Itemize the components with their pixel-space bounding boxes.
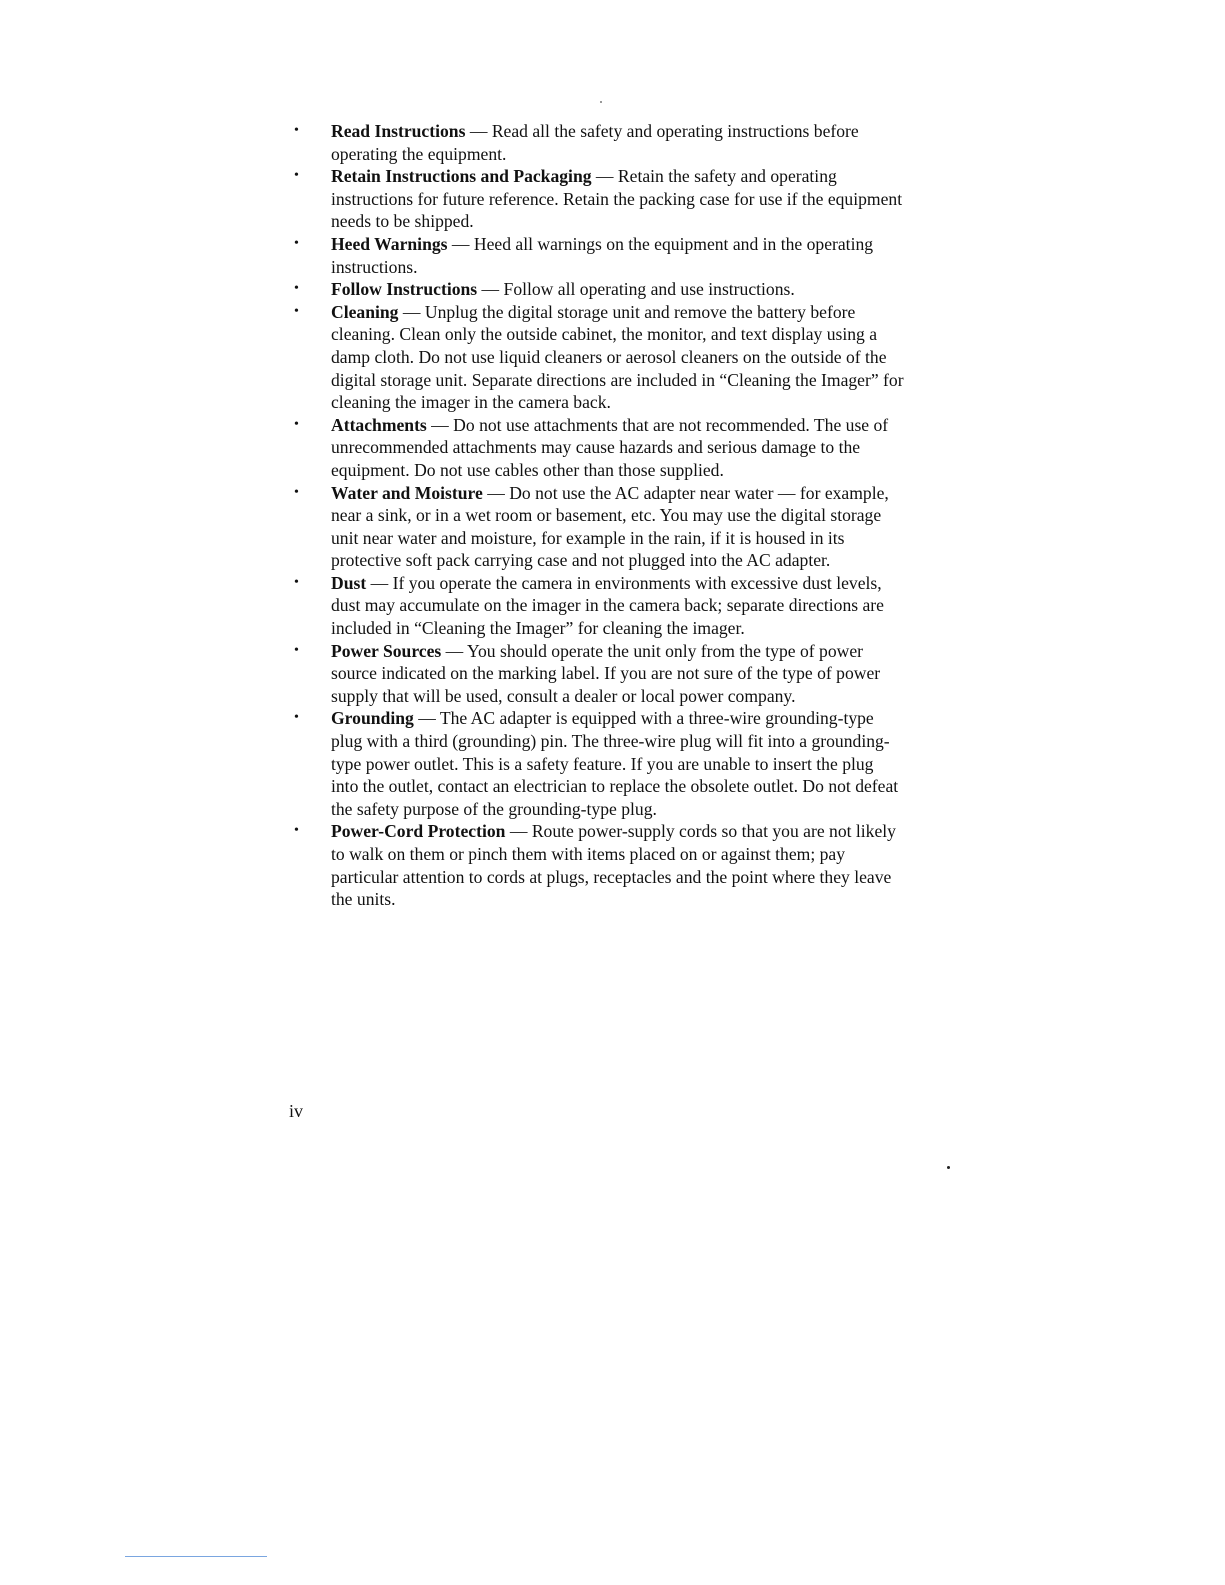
safety-list: [289, 120, 904, 911]
item-term: Dust: [331, 572, 367, 593]
item-text: Route power-supply cords so that you are not likely to walk on them or pinch them with items placed on or against them; pay particular attention to cords at plugs, receptacles and the point where they leave the units.: [331, 821, 896, 910]
bullet-icon: •: [294, 574, 299, 590]
bullet-icon: •: [294, 484, 299, 500]
item-text: Follow all operating and use instructions.: [503, 279, 795, 300]
list-item: • Retain Instructions and Packaging — Retain the safety and operating instructions for future reference. Retain the packing case for use if the equipment needs to be shipped.: [294, 166, 903, 232]
list-item: • Power Sources — You should operate the unit only from the type of power source indicated on the marking label. If you are not sure of the type of power supply that will be used, consult a dealer or local power company.: [294, 640, 881, 706]
item-term: Follow Instructions: [331, 279, 478, 300]
list-item: • Water and Moisture — Do not use the AC adapter near water — for example, near a sink, or in a wet room or basement, etc. You may use the digital storage unit near water and moisture, for example in the rain, if it is housed in its protective soft pack carrying case and not plugged into the AC adapter.: [294, 482, 889, 571]
list-item: • Dust — If you operate the camera in environments with excessive dust levels, dust may accumulate on the imager in the camera back; separate directions are included in “Cleaning the Imager” for cleaning the imager.: [294, 572, 884, 639]
item-text: The AC adapter is equipped with a three-wire grounding-type plug with a third (grounding) pin. The three-wire plug will fit into a grounding-type power outlet. This is a safety feature. If you are unable to insert the plug into the outlet, contact an electrician to replace the obsolete outlet. Do not defeat the safety purpose of the grounding-type plug.: [331, 708, 899, 819]
scan-speck: [600, 101, 602, 103]
item-term: Power Sources: [331, 640, 442, 661]
item-text: Retain the safety and operating instructions for future reference. Retain the packing case for use if the equipment needs to be shipped.: [331, 166, 903, 232]
bullet-icon: •: [294, 416, 299, 432]
item-term: Power-Cord Protection: [331, 821, 506, 842]
item-text: You should operate the unit only from the type of power source indicated on the marking label. If you are not sure of the type of power supply that will be used, consult a dealer or local power company.: [331, 640, 881, 706]
bullet-icon: •: [294, 281, 299, 297]
item-text: Do not use attachments that are not recommended. The use of unrecommended attachments may cause hazards and serious damage to the equipment. Do not use cables other than those supplied.: [331, 414, 889, 480]
bullet-icon: •: [294, 303, 299, 319]
item-text: Do not use the AC adapter near water — for example, near a sink, or in a wet room or basement, etc. You may use the digital storage unit near water and moisture, for example in the rain, if it is housed in its protective soft pack carrying case and not plugged into the AC adapter.: [331, 482, 889, 571]
list-item: • Cleaning — Unplug the digital storage unit and remove the battery before cleaning. Clean only the outside cabinet, the monitor, and text display using a damp cloth. Do not use liquid cleaners or aerosol cleaners on the outside of the digital storage unit. Separate directions are included in “Cleaning the Imager” for cleaning the imager in the camera back.: [294, 301, 904, 413]
bullet-icon: •: [294, 710, 299, 726]
item-text: Heed all warnings on the equipment and in the operating instructions.: [331, 233, 874, 277]
page-number: iv: [289, 1101, 304, 1121]
item-term: Read Instructions: [331, 121, 466, 141]
list-item: • Power-Cord Protection — Route power-supply cords so that you are not likely to walk on them or pinch them with items placed on or against them; pay particular attention to cords at plugs, receptacles and the point where they leave the units.: [294, 821, 896, 910]
list-item: • Attachments — Do not use attachments that are not recommended. The use of unrecommended attachments may cause hazards and serious damage to the equipment. Do not use cables other than those supplied.: [294, 414, 889, 480]
item-term: Cleaning: [331, 301, 399, 322]
bullet-icon: •: [294, 235, 299, 251]
scan-underline: [125, 1556, 267, 1557]
bullet-icon: •: [294, 642, 299, 658]
scan-dot: [947, 1166, 950, 1169]
list-item: • Grounding — The AC adapter is equipped with a three-wire grounding-type plug with a third (grounding) pin. The three-wire plug will fit into a grounding-type power outlet. This is a safety feature. If you are unable to insert the plug into the outlet, contact an electrician to replace the obsolete outlet. Do not defeat the safety purpose of the grounding-type plug.: [294, 708, 899, 819]
bullet-icon: •: [294, 123, 299, 138]
item-term: Grounding: [331, 708, 414, 729]
item-term: Attachments: [331, 414, 427, 435]
list-item: • Read Instructions — Read all the safety and operating instructions before operating the equipment.: [294, 121, 859, 164]
item-text: Read all the safety and operating instructions before operating the equipment.: [331, 121, 859, 164]
item-term: Heed Warnings: [331, 233, 448, 254]
list-item: • Follow Instructions — Follow all operating and use instructions.: [294, 279, 795, 300]
safety-instructions: [289, 120, 904, 911]
item-term: Retain Instructions and Packaging: [331, 166, 592, 187]
bullet-icon: •: [294, 823, 299, 839]
item-text: Unplug the digital storage unit and remove the battery before cleaning. Clean only the outside cabinet, the monitor, and text display using a damp cloth. Do not use liquid cleaners or aerosol cleaners on the outside of the digital storage unit. Separate directions are included in “Cleaning the Imager” for cleaning the imager in the camera back.: [331, 301, 904, 413]
list-item: • Heed Warnings — Heed all warnings on the equipment and in the operating instructions.: [294, 233, 874, 277]
item-text: If you operate the camera in environments with excessive dust levels, dust may accumulate on the imager in the camera back; separate directions are included in “Cleaning the Imager” for cleaning the imager.: [331, 572, 884, 639]
item-term: Water and Moisture: [331, 482, 483, 503]
bullet-icon: •: [294, 168, 299, 184]
